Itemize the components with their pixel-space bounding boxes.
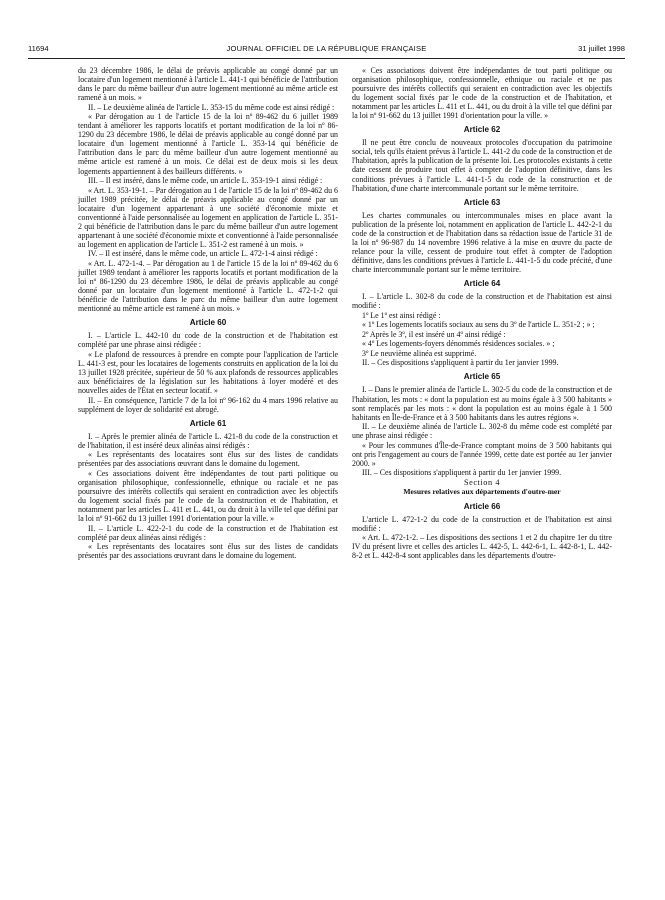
article-heading: Article 63: [463, 197, 501, 207]
paragraph: I. – L'article L. 442-10 du code de la construction et de l'habitation est complété par une phrase ainsi rédigée :: [78, 331, 338, 350]
paragraph: Il ne peut être conclu de nouveaux protocoles d'occupation du patrimoine social, tels qu'ils étaient prévus à l'article L. 441-2 du code de la construction et de l'habitation, après la publication de la présente loi. Les protocoles existants à cette date cessent de produire tout effet à compter de l'adoption définitive, dans les conditions prévues à l'article L. 441-1-5 du code de la construction et de l'habitation, d'une charte intercommunale portant sur le même territoire.: [352, 138, 612, 193]
section-subtitle: Mesures relatives aux départements d'outre-mer: [403, 487, 561, 497]
header-rule: [28, 58, 625, 59]
paragraph: II. – Le deuxième alinéa de l'article L. 302-8 du même code est complété par une phrase ainsi rédigée :: [352, 422, 612, 441]
paragraph: « Les représentants des locataires sont élus sur des listes de candidats présentés par des associations œuvrant dans le domaine du logement.: [78, 542, 338, 561]
page-header: [28, 44, 625, 58]
paragraph: III. – Ces dispositions s'appliquent à partir du 1er janvier 1999.: [362, 468, 562, 478]
paragraph: IV. – Il est inséré, dans le même code, un article L. 472-1-4 ainsi rédigé :: [88, 249, 318, 259]
article-heading: Article 60: [189, 318, 227, 328]
paragraph: II. – L'article L. 422-2-1 du code de la construction et de l'habitation est complété par deux alinéas ainsi rédigés :: [78, 523, 338, 542]
paragraph: L'article L. 472-1-2 du code de la construction et de l'habitation est ainsi modifié :: [352, 514, 612, 533]
paragraph: 3º Le neuvième alinéa est supprimé.: [362, 348, 477, 358]
paragraph: « Par dérogation au 1 de l'article 15 de la loi nº 89-462 du 6 juillet 1989 tendant à améliorer les rapports locatifs et portant modification de la loi nº 86-1290 du 23 décembre 1986, le délai de préavis applicable au congé donné par un locataire d'un logement mentionné à l'article L. 353-14 qui bénéficie de l'attribution dans le parc du même bailleur d'un autre logement mentionné au même article est ramené à un mois. Ce délai est de deux mois si les deux logements appartiennent à des bailleurs différents. »: [78, 112, 338, 176]
paragraph: « Art. L. 472-1-4. – Par dérogation au 1 de l'article 15 de la loi nº 89-462 du 6 juillet 1989 tendant à améliorer les rapports locatifs et portant modification de la loi nº 86-1290 du 23 décembre 1986, le délai de préavis applicable au congé donné par un locataire d'un logement mentionné à l'article L. 472-1-2 qui bénéficie de l'attribution dans le parc du même bailleur d'un autre logement mentionné au même article est ramené à un mois. »: [78, 258, 338, 314]
publication-date: 31 juillet 1998: [578, 44, 625, 53]
article-heading: Article 64: [463, 278, 501, 288]
paragraph: 1º Le 1º est ainsi rédigé :: [362, 310, 441, 320]
paragraph: « Art. L. 472-1-2. – Les dispositions des sections 1 et 2 du chapitre 1er du titre IV du présent livre et celles des articles L. 442-5, L. 442-6-1, L. 442-8-1, L. 442-8-2 et L. 442-8-4 sont applicables dans les départements d'outre-: [352, 533, 612, 561]
article-heading: Article 62: [463, 125, 501, 135]
paragraph: I. – L'article L. 302-8 du code de la construction et de l'habitation est ainsi modifié :: [352, 292, 612, 311]
journal-title: JOURNAL OFFICIEL DE LA RÉPUBLIQUE FRANÇAISE: [226, 44, 427, 53]
paragraph: « Pour les communes d'Île-de-France comptant moins de 3 500 habitants qui ont pris l'engagement au cours de l'année 1999, cette date est portée au 1er janvier 2000. »: [352, 440, 612, 468]
page-number: 11694: [28, 44, 49, 53]
paragraph: « Le plafond de ressources à prendre en compte pour l'application de l'article L. 441-3 est, pour les locataires de logements construits en application de la loi du 13 juillet 1928 précitée, supérieur de 50 % aux plafonds de ressources applicables aux bénéficiaires de la législation sur les habitations à loyer modéré et des nouvelles aides de l'État en secteur locatif. »: [78, 349, 338, 396]
right-column: [352, 66, 612, 561]
paragraph: « Ces associations doivent être indépendantes de tout parti politique ou organisation philosophique, confessionnelle, ethnique ou raciale et ne pas poursuivre des intérêts collectifs qui seraient en contradiction avec les objectifs du logement social fixés par le code de la construction et de l'habitation, et notamment par les articles L. 411 et L. 441, ou du droit à la ville tel que défini par la loi nº 91-662 du 13 juillet 1991 d'orientation pour la ville. »: [78, 468, 338, 524]
left-column: [78, 66, 338, 561]
paragraph: I. – Dans le premier alinéa de l'article L. 302-5 du code de la construction et de l'habitation, les mots : « dont la population est au moins égale à 3 500 habitants » sont remplacés par les mots : « dont la population est au moins égale à 1 500 habitants en Île-de-France et à 3 500 habitants dans les autres régions ».: [352, 385, 612, 422]
article-heading: Article 61: [189, 418, 227, 428]
paragraph: II. – Ces dispositions s'appliquent à partir du 1er janvier 1999.: [362, 358, 559, 368]
paragraph: 2º Après le 3º, il est inséré un 4º ainsi rédigé :: [362, 329, 506, 339]
paragraph: « 4º Les logements-foyers dénommés résidences sociales. » ;: [362, 339, 555, 349]
paragraph: I. – Après le premier alinéa de l'article L. 421-8 du code de la construction et de l'habitation, il est inséré deux alinéas ainsi rédigés :: [78, 431, 338, 450]
paragraph: II. – En conséquence, l'article 7 de la loi nº 96-162 du 4 mars 1996 relative au supplément de loyer de solidarité est abrogé.: [78, 395, 338, 414]
paragraph: du 23 décembre 1986, le délai de préavis applicable au congé donné par un locataire d'un logement mentionné à l'article L. 441-1 qui bénéficie de l'attribution dans le parc du même bailleur d'un autre logement mentionné au même article est ramené à un mois. »: [78, 66, 338, 103]
section-heading: Section 4: [463, 477, 501, 487]
paragraph: « 1º Les logements locatifs sociaux au sens du 3º de l'article L. 351-2 ; » ;: [362, 320, 595, 330]
paragraph: Les chartes communales ou intercommunales mises en place avant la publication de la présente loi, notamment en application de l'article L. 442-2-1 du code de la construction et de l'habitation dans sa rédaction issue de l'article 31 de la loi nº 96-987 du 14 novembre 1996 relative à la mise en œuvre du pacte de relance pour la ville, cessent de produire tout effet à compter de l'adoption définitive, dans les conditions prévues à l'article L. 441-1-5 du code précité, d'une charte intercommunale portant sur le même territoire.: [352, 210, 612, 274]
paragraph: « Les représentants des locataires sont élus sur des listes de candidats présentées par des associations œuvrant dans le domaine du logement.: [78, 450, 338, 469]
paragraph: « Ces associations doivent être indépendantes de tout parti politique ou organisation philosophique, confessionnelle, ethnique ou raciale et ne pas poursuivre des intérêts collectifs qui seraient en contradiction avec les objectifs du logement social fixés par le code de la construction et de l'habitation, et notamment par les articles L. 411 et L. 441, ou du droit à la ville tel que défini par la loi nº 91-662 du 13 juillet 1991 d'orientation pour la ville. »: [352, 66, 612, 121]
paragraph: III. – Il est inséré, dans le même code, un article L. 353-19-1 ainsi rédigé :: [88, 176, 323, 186]
paragraph: II. – Le deuxième alinéa de l'article L. 353-15 du même code est ainsi rédigé :: [88, 102, 335, 112]
article-heading: Article 66: [463, 501, 501, 511]
paragraph: « Art. L. 353-19-1. – Par dérogation au 1 de l'article 15 de la loi nº 89-462 du 6 juillet 1989 précitée, le délai de préavis applicable au congé donné par un locataire d'un logement appartenant à une société d'économie mixte et conventionné à l'aide personnalisée au logement en application de l'article L. 351-2 qui bénéficie de l'attribution dans le parc du même bailleur d'un autre logement appartenant à une société d'économie mixte et conventionné à l'aide personnalisée au logement en application de l'article L. 351-2 est ramené à un mois. »: [78, 185, 338, 249]
article-heading: Article 65: [463, 372, 501, 382]
